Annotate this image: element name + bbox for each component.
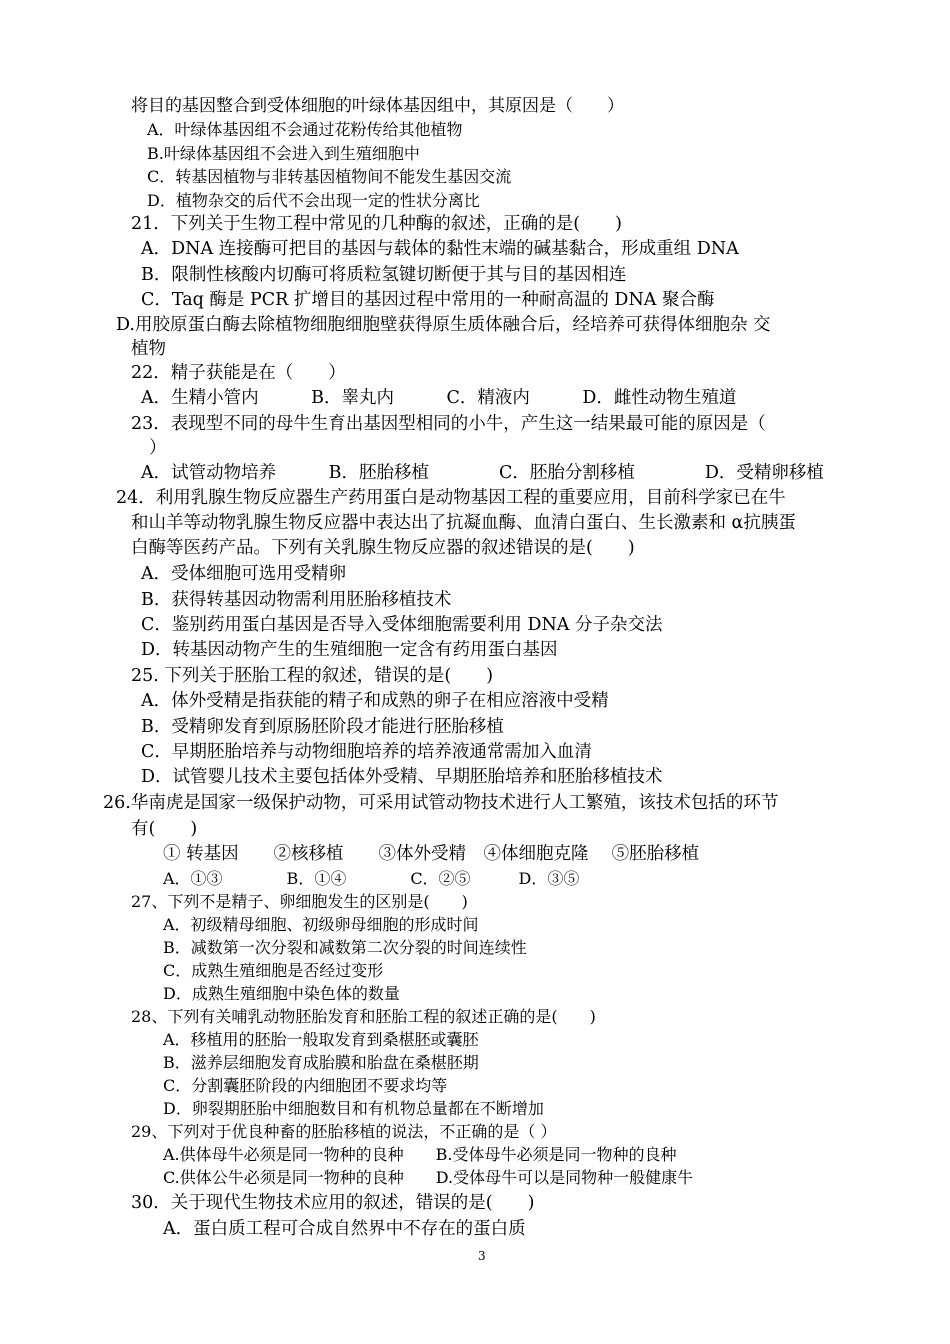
q20-option-a: A．叶绿体基因组不会通过花粉传给其他植物 [147,120,463,139]
q23-options: A．试管动物培养 B．胚胎移植 C．胚胎分割移植 D．受精卵移植 [141,463,824,483]
q24-option-c: C．鉴别药用蛋白基因是否导入受体细胞需要利用 DNA 分子杂交法 [141,615,663,635]
q25-option-a: A．体外受精是指获能的精子和成熟的卵子在相应溶液中受精 [141,691,609,711]
q25-option-c: C．早期胚胎培养与动物细胞培养的培养液通常需加入血清 [141,742,592,762]
q29-options-cd: C.供体公牛必须是同一物种的良种 D.受体母牛可以是同物种一般健康牛 [163,1168,694,1187]
q26-options: A．①③ B．①④ C．②⑤ D．③⑤ [163,869,580,888]
question-25-stem: 25. 下列关于胚胎工程的叙述，错误的是( ) [131,666,494,686]
q26-choices: ① 转基因 ②核移植 ③体外受精 ④体细胞克隆 ⑤胚胎移植 [163,844,700,864]
q20-option-c: C．转基因植物与非转基因植物间不能发生基因交流 [147,167,512,186]
q25-option-b: B．受精卵发育到原肠胚阶段才能进行胚胎移植 [141,717,504,737]
q27-option-d: D．成熟生殖细胞中染色体的数量 [163,984,400,1003]
page-number: 3 [478,1249,486,1263]
question-26-stem: 26.华南虎是国家一级保护动物，可采用试管动物技术进行人工繁殖，该技术包括的环节 [103,793,779,813]
q27-option-b: B．减数第一次分裂和减数第二次分裂的时间连续性 [163,938,527,957]
q28-option-b: B．滋养层细胞发育成胎膜和胎盘在桑椹胚期 [163,1053,479,1072]
q30-option-a: A．蛋白质工程可合成自然界中不存在的蛋白质 [163,1219,526,1239]
question-22-stem: 22．精子获能是在（ ） [131,363,346,383]
q21-option-c: C．Taq 酶是 PCR 扩增目的基因过程中常用的一种耐高温的 DNA 聚合酶 [141,290,715,310]
q21-option-a: A．DNA 连接酶可把目的基因与载体的黏性末端的碱基黏合，形成重组 DNA [141,239,739,259]
question-23-stem-cont: ） [149,438,167,458]
q24-option-d: D．转基因动物产生的生殖细胞一定含有药用蛋白基因 [141,640,558,660]
q25-option-d: D．试管婴儿技术主要包括体外受精、早期胚胎培养和胚胎移植技术 [141,767,663,787]
question-20-stem: 将目的基因整合到受体细胞的叶绿体基因组中，其原因是（ ） [131,96,624,116]
question-21-stem: 21．下列关于生物工程中常见的几种酶的叙述，正确的是( ) [131,214,622,234]
q20-option-d: D．植物杂交的后代不会出现一定的性状分离比 [147,191,480,210]
q20-option-b: B.叶绿体基因组不会进入到生殖细胞中 [147,144,420,163]
q24-option-a: A．受体细胞可选用受精卵 [141,564,347,584]
question-30-stem: 30．关于现代生物技术应用的叙述，错误的是( ) [131,1193,535,1213]
q21-option-b: B．限制性核酸内切酶可将质粒氢键切断便于其与目的基因相连 [141,265,627,285]
q28-option-a: A．移植用的胚胎一般取发育到桑椹胚或囊胚 [163,1030,479,1049]
question-29-stem: 29、下列对于优良种畜的胚胎移植的说法，不正确的是（ ） [131,1122,557,1141]
q24-option-b: B．获得转基因动物需利用胚胎移植技术 [141,590,452,610]
question-24-stem: 24．利用乳腺生物反应器生产药用蛋白是动物基因工程的重要应用，目前科学家已在牛 [116,488,786,508]
question-26-stem-cont: 有( ) [131,819,198,839]
q28-option-c: C．分割囊胚阶段的内细胞团不要求均等 [163,1076,448,1095]
q22-options: A．生精小管内 B．睾丸内 C．精液内 D．雌性动物生殖道 [141,388,737,408]
question-23-stem: 23．表现型不同的母牛生育出基因型相同的小牛，产生这一结果最可能的原因是（ [131,414,766,434]
q27-option-c: C．成熟生殖细胞是否经过变形 [163,961,384,980]
question-24-stem-line2: 和山羊等动物乳腺生物反应器中表达出了抗凝血酶、血清白蛋白、生长激素和 α抗胰蛋 [131,513,796,533]
q27-option-a: A．初级精母细胞、初级卵母细胞的形成时间 [163,915,479,934]
question-24-stem-line3: 白酶等医药产品。下列有关乳腺生物反应器的叙述错误的是( ) [131,538,635,558]
question-27-stem: 27、下列不是精子、卵细胞发生的区别是( ) [131,892,468,911]
q28-option-d: D．卵裂期胚胎中细胞数目和有机物总量都在不断增加 [163,1099,544,1118]
q21-option-d: D.用胶原蛋白酶去除植物细胞细胞壁获得原生质体融合后，经培养可获得体细胞杂 交 [116,315,771,335]
q29-options-ab: A.供体母牛必须是同一物种的良种 B.受体母牛必须是同一物种的良种 [163,1145,677,1164]
question-28-stem: 28、下列有关哺乳动物胚胎发育和胚胎工程的叙述正确的是( ) [131,1007,596,1026]
q21-option-d-cont: 植物 [131,339,166,359]
